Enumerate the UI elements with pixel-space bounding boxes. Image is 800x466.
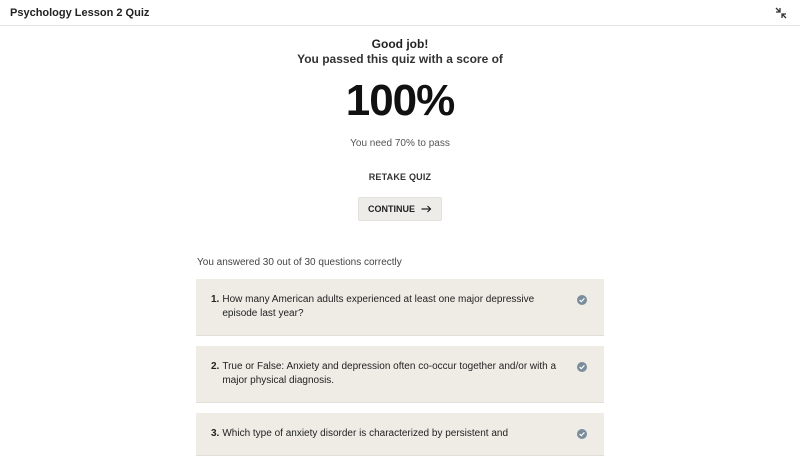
question-card[interactable] <box>196 279 604 336</box>
passed-text: You passed this quiz with a score of <box>297 52 503 66</box>
result-headline: Good job! <box>371 37 429 51</box>
check-circle-icon <box>577 429 587 439</box>
question-text: Which type of anxiety disorder is characterized by persistent and <box>222 428 509 439</box>
result-panel <box>0 26 800 221</box>
quiz-title: Psychology Lesson 2 Quiz <box>10 6 150 19</box>
question-list <box>196 279 604 466</box>
question-card[interactable] <box>196 346 604 403</box>
question-text: True or False: Anxiety and depression often co-occur together and/or with a major physical diagnosis. <box>222 361 557 386</box>
minimize-button[interactable] <box>772 4 790 22</box>
question-number: 3. <box>211 428 220 439</box>
question-number: 1. <box>211 294 220 305</box>
question-number: 2. <box>211 361 220 372</box>
score-value: 100% <box>345 76 455 125</box>
quiz-header <box>0 0 800 26</box>
pass-requirement: You need 70% to pass <box>350 138 450 149</box>
check-circle-icon <box>577 362 587 372</box>
check-circle-icon <box>577 295 587 305</box>
continue-button[interactable] <box>358 197 442 221</box>
arrow-right-icon <box>421 205 432 213</box>
continue-label: CONTINUE <box>368 204 415 214</box>
answered-summary: You answered 30 out of 30 questions correctly <box>197 257 402 268</box>
collapse-icon <box>775 7 787 19</box>
question-text: How many American adults experienced at least one major depressive episode last year? <box>222 294 535 319</box>
retake-quiz-link[interactable]: RETAKE QUIZ <box>368 172 432 182</box>
